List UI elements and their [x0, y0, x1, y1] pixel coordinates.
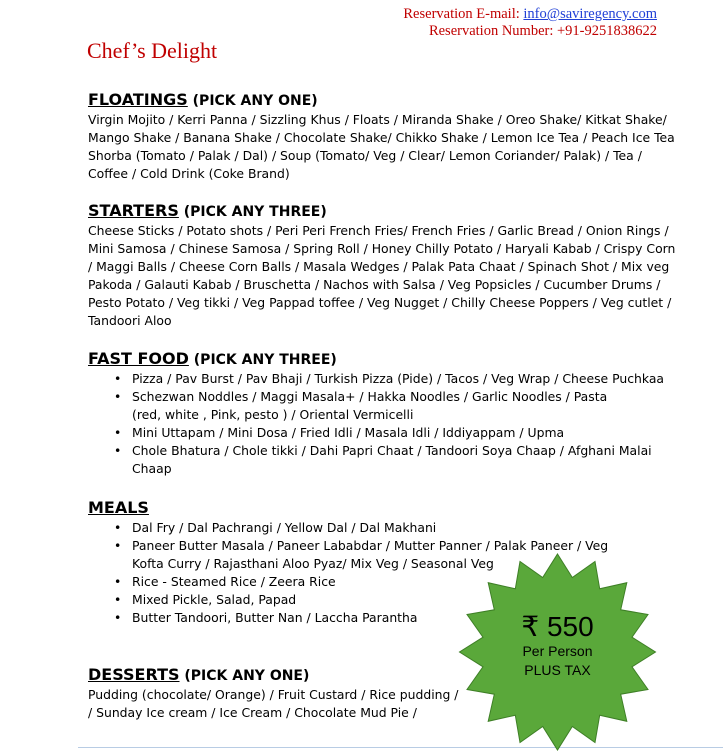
- section-heading: [88, 350, 688, 369]
- text-line: Virgin Mojito / Kerri Panna / Sizzling Khus / Floats / Miranda Shake / Oreo Shake/ Kitkat Shake/: [88, 112, 667, 127]
- reservation-email-line: [403, 6, 657, 23]
- text-line: Mango Shake / Banana Shake / Chocolate Shake/ Chikko Shake / Lemon Ice Tea / Peach Ice Tea: [88, 130, 675, 145]
- reservation-info: [403, 6, 657, 40]
- list-item: • Rice - Steamed Rice / Zeera Rice: [88, 573, 688, 591]
- reservation-email-link[interactable]: info@saviregency.com: [523, 6, 657, 22]
- section-text: [88, 222, 688, 330]
- list-item: • Mixed Pickle, Salad, Papad: [88, 591, 688, 609]
- list-item: • Butter Tandoori, Butter Nan / Laccha Parantha: [88, 609, 688, 627]
- price-per-person: Per Person: [522, 643, 593, 659]
- section-fast-food: [88, 350, 688, 478]
- text-line: Pesto Potato / Veg tikki / Veg Pappad toffee / Veg Nugget / Chilly Cheese Poppers / Veg cutlet /: [88, 295, 672, 310]
- section-text: [88, 111, 688, 183]
- text-line: / Maggi Balls / Cheese Corn Balls / Masala Wedges / Palak Pata Chaat / Spinach Shot / Mix veg: [88, 259, 670, 274]
- section-name: FAST FOOD: [88, 349, 189, 368]
- section-floatings: [88, 91, 688, 183]
- section-name: MEALS: [88, 498, 149, 517]
- reservation-number: Reservation Number: +91-9251838622: [428, 23, 657, 39]
- section-name: STARTERS: [88, 201, 179, 220]
- text-line: Tandoori Aloo: [88, 313, 172, 328]
- text-line: Cheese Sticks / Potato shots / Peri Peri French Fries/ French Fries / Garlic Bread / Onion Rings /: [88, 223, 669, 238]
- list-item: • Schezwan Noddles / Maggi Masala+ / Hakka Noodles / Garlic Noodles / Pasta (red, white , Pink, pesto ) / Oriental Vermicelli: [88, 388, 637, 424]
- list-item: • Chole Bhatura / Chole tikki / Dahi Papri Chaat / Tandoori Soya Chaap / Afghani Malai Chaap: [88, 442, 652, 478]
- list-item: • Pizza / Pav Burst / Pav Bhaji / Turkish Pizza (Pide) / Tacos / Veg Wrap / Cheese Puchkaa: [88, 370, 688, 388]
- price-badge-text: [456, 612, 659, 680]
- section-note: (PICK ANY ONE): [187, 93, 318, 109]
- section-note: (PICK ANY THREE): [178, 204, 327, 220]
- section-name: DESSERTS: [88, 665, 180, 684]
- item-list: [88, 370, 688, 478]
- text-line: Shorba (Tomato / Palak / Dal) / Soup (Tomato/ Veg / Clear/ Lemon Coriander/ Palak) / Tea /: [88, 148, 642, 163]
- text-line: Pakoda / Galauti Kabab / Bruschetta / Nachos with Salsa / Veg Popsicles / Cucumber Drums /: [88, 277, 661, 292]
- list-item: • Paneer Butter Masala / Paneer Lababdar / Mutter Panner / Palak Paneer / Veg Kofta Curry / Rajasthani Aloo Pyaz/ Mix Veg / Seasonal Veg: [88, 537, 637, 573]
- text-line: / Sunday Ice cream / Ice Cream / Chocolate Mud Pie /: [88, 705, 417, 720]
- price-value: ₹ 550: [521, 611, 594, 642]
- section-name: FLOATINGS: [88, 90, 188, 109]
- text-line: Mini Samosa / Chinese Samosa / Spring Roll / Honey Chilly Potato / Haryali Kabab / Crispy Corn: [88, 241, 676, 256]
- section-heading: [88, 499, 688, 518]
- section-note: (PICK ANY THREE): [188, 352, 337, 368]
- price-tax-note: PLUS TAX: [524, 662, 591, 678]
- list-item: • Mini Uttapam / Mini Dosa / Fried Idli / Masala Idli / Iddiyappam / Upma: [88, 424, 688, 442]
- section-heading: [88, 91, 688, 110]
- page-title: Chef’s Delight: [87, 38, 218, 63]
- text-line: Coffee / Cold Drink (Coke Brand): [88, 166, 290, 181]
- section-starters: [88, 202, 688, 330]
- list-item: • Dal Fry / Dal Pachrangi / Yellow Dal / Dal Makhani: [88, 519, 688, 537]
- section-heading: [88, 202, 688, 221]
- text-line: Pudding (chocolate/ Orange) / Fruit Custard / Rice pudding /: [88, 687, 459, 702]
- section-note: (PICK ANY ONE): [179, 668, 310, 684]
- reservation-email-label: Reservation E-mail:: [403, 6, 524, 22]
